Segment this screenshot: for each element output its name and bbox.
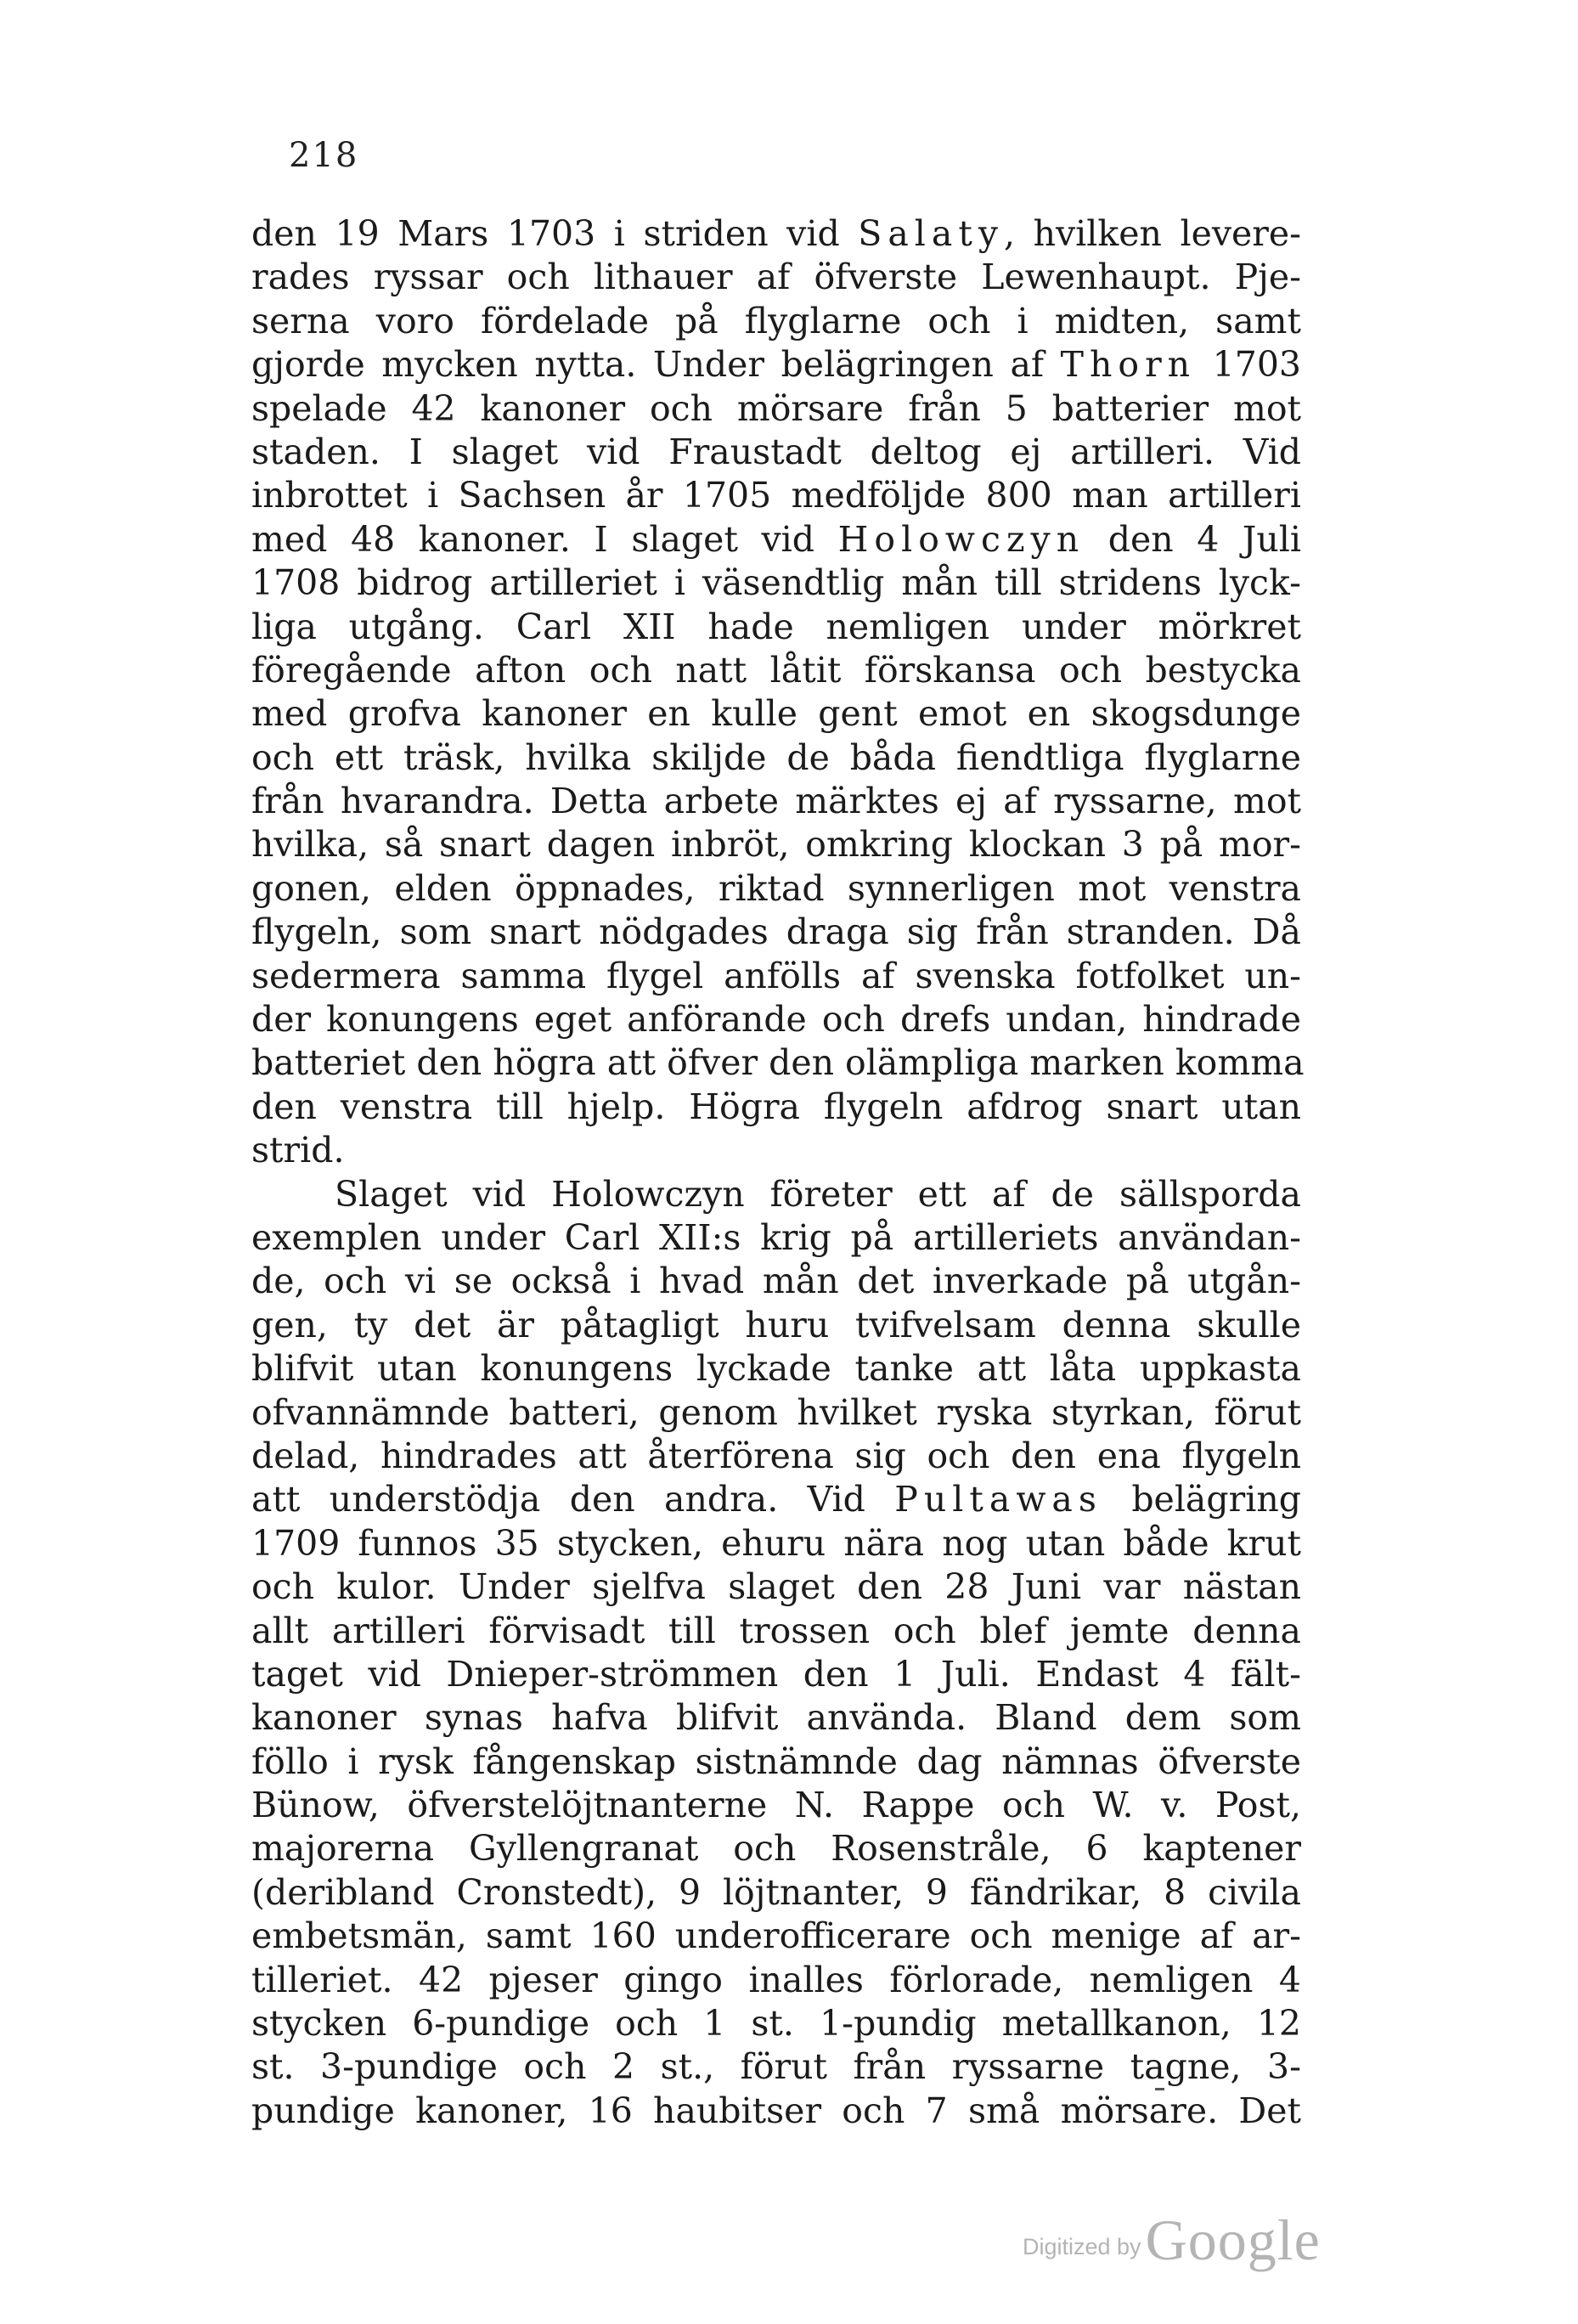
text-line [251,1304,1301,1347]
text-run: flygeln, som snart nödgades draga sig från stranden. Då [251,911,1301,953]
spaced-name: Holowczyn [837,518,1085,560]
text-line [251,2090,1301,2133]
text-run: 1703 [1196,344,1301,386]
text-line [251,867,1301,911]
text-run: med 48 kanoner. I slaget vid [251,518,838,560]
text-run: spelade 42 kanoner och mörsare från 5 batterier mot [251,387,1301,429]
text-line [251,1653,1301,1696]
text-line [251,1827,1301,1870]
text-line [251,2002,1301,2045]
text-run: liga utgång. Carl XII hade nemligen under mörkret [251,606,1301,647]
text-line [251,1216,1301,1260]
text-line [251,343,1301,386]
text-line [251,1260,1301,1303]
text-run: att understödja den andra. Vid [251,1479,895,1520]
text-line [251,692,1301,736]
text-line [251,1959,1301,2002]
text-run: , hvilken levere- [1004,213,1301,254]
text-run: föregående afton och natt låtit förskansa och bestycka [251,649,1301,691]
spaced-name: Salaty [858,213,1004,254]
text-run: rades ryssar och lithauer af öfverste Lewenhaupt. Pje- [251,257,1301,298]
text-line [251,1086,1301,1129]
text-run: taget vid Dnieper-strömmen den 1 Juli. Endast 4 fält- [251,1653,1301,1695]
text-line [251,1435,1301,1478]
text-run: st. 3-pundige och 2 st., förut från ryssarne tagne, 3- [251,2046,1301,2088]
text-line [251,736,1301,780]
text-run: serna voro fördelade på flyglarne och i midten, samt [251,300,1301,341]
text-run: Slaget vid Holowczyn företer ett af de sällsporda [335,1173,1301,1215]
text-run: inbrottet i Sachsen år 1705 medföljde 800 man artilleri [251,475,1301,516]
text-run: kanoner synas hafva blifvit använda. Bland dem som [251,1697,1301,1739]
text-run: 1709 funnos 35 stycken, ehuru nära nog utan både krut [251,1522,1301,1564]
text-line [251,1610,1301,1653]
text-run: blifvit utan konungens lyckade tanke att låta uppkasta [251,1348,1301,1390]
text-run: och ett träsk, hvilka skiljde de båda fiendtliga flyglarne [251,736,1301,778]
text-line [251,823,1301,866]
text-run: sedermera samma flygel anfölls af svenska fotfolket un- [251,955,1301,996]
text-run: strid. [251,1130,345,1171]
text-run: från hvarandra. Detta arbete märktes ej af ryssarne, mot [251,781,1301,822]
text-line [251,911,1301,954]
text-run: och kulor. Under sjelfva slaget den 28 Juni var nästan [251,1566,1301,1608]
text-run: stycken 6-pundige och 1 st. 1-pundig metallkanon, 12 [251,2003,1301,2045]
spaced-name: Thorn [1060,344,1197,386]
watermark [1023,2207,1321,2274]
text-line [251,561,1301,605]
text-line [251,300,1301,343]
text-line [251,780,1301,823]
text-run: pundige kanoner, 16 haubitser och 7 små mörsare. Det [251,2090,1301,2131]
text-line [251,955,1301,998]
text-run: embetsmän, samt 160 underofficerare och menige af ar- [251,1915,1301,1957]
text-run: den 19 Mars 1703 i striden vid [251,213,859,254]
text-run: delad, hindrades att återförena sig och den ena flygeln [251,1435,1301,1476]
text-run: tilleriet. 42 pjeser gingo inalles förlorade, nemligen 4 [251,1959,1301,2000]
text-line [251,1522,1301,1565]
text-line [251,256,1301,299]
text-line [251,649,1301,692]
watermark-prefix: Digitized by [1023,2234,1141,2259]
text-line [251,1871,1301,1915]
text-run: Bünow, öfverstelöjtnanterne N. Rappe och W. v. Post, [251,1785,1301,1826]
text-line [251,1565,1301,1609]
text-line [251,212,1301,256]
text-line [251,1478,1301,1521]
text-run: hvilka, så snart dagen inbröt, omkring klockan 3 på mor- [251,824,1301,866]
text-run: staden. I slaget vid Fraustadt deltog ej artilleri. Vid [251,431,1301,472]
text-run: den 4 Juli [1085,518,1301,560]
text-run: 1708 bidrog artilleriet i väsendtlig mån till stridens lyck- [251,562,1301,604]
text-line [251,474,1301,517]
text-run: allt artilleri förvisadt till trossen och blef jemte denna [251,1610,1301,1651]
text-run: belägring [1102,1479,1301,1520]
spaced-name: Pultawas [894,1479,1102,1520]
text-run: exemplen under Carl XII:s krig på artilleriets användan- [251,1216,1301,1258]
google-logo: Google [1145,2208,1321,2272]
stray-mark [1155,2088,1164,2090]
text-run: (deribland Cronstedt), 9 löjtnanter, 9 fändrikar, 8 civila [251,1871,1301,1913]
text-line [251,518,1301,561]
text-line [251,1784,1301,1827]
page-number: 218 [289,136,359,175]
text-line [251,2045,1301,2089]
text-run: gonen, elden öppnades, riktad synnerligen mot venstra [251,867,1301,909]
text-run: de, och vi se också i hvad mån det inverkade på utgån- [251,1261,1301,1302]
text-run: med grofva kanoner en kulle gent emot en skogsdunge [251,693,1301,735]
text-line [251,1391,1301,1435]
text-line [251,1915,1301,1958]
text-run: gjorde mycken nytta. Under belägringen af [251,344,1061,386]
text-line [251,431,1301,474]
text-line [251,1041,1305,1085]
text-line [251,1173,1301,1216]
text-run: ofvannämnde batteri, genom hvilket ryska styrkan, förut [251,1391,1301,1433]
text-run: der konungens eget anförande och drefs undan, hindrade [251,999,1301,1041]
text-line [251,998,1301,1041]
text-line [251,1129,1301,1172]
text-line [251,1740,1301,1784]
text-run: batteriet den högra att öfver den olämpliga marken komma [251,1042,1305,1084]
text-run: majorerna Gyllengranat och Rosenstråle, 6 kaptener [251,1828,1301,1870]
text-line [251,1347,1301,1390]
text-run: den venstra till hjelp. Högra flygeln afdrog snart utan [251,1086,1301,1127]
text-line [251,606,1301,649]
body-text [251,212,1305,2133]
text-line [251,387,1301,431]
text-run: föllo i rysk fångenskap sistnämnde dag nämnas öfverste [251,1740,1301,1782]
text-line [251,1696,1301,1740]
text-run: gen, ty det är påtagligt huru tvifvelsam denna skulle [251,1304,1301,1345]
